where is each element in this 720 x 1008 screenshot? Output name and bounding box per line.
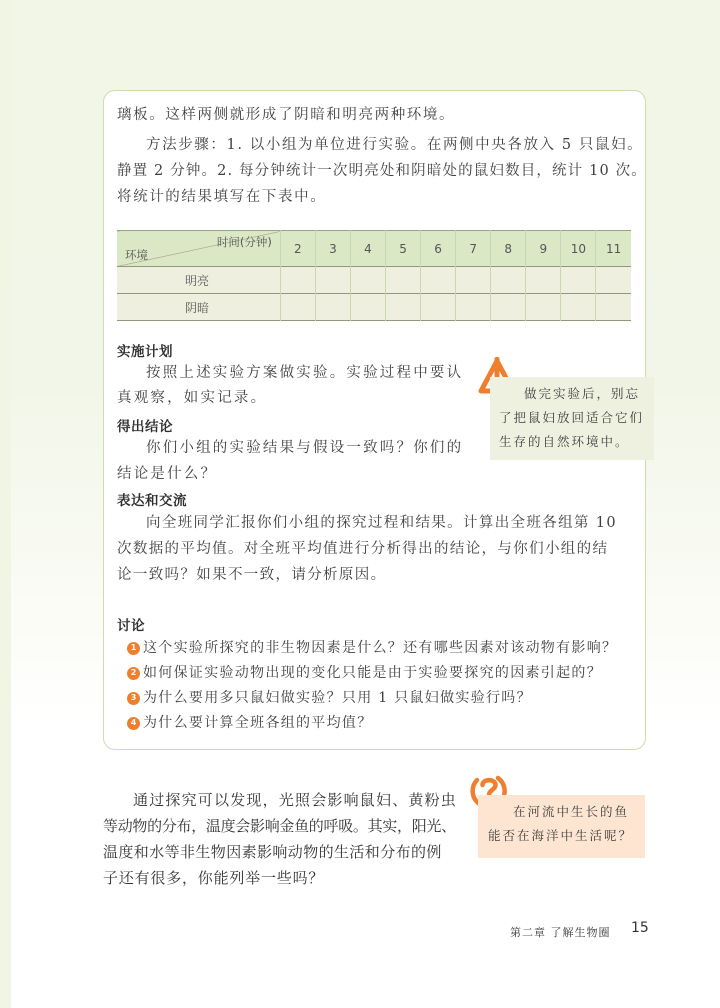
conclusion-line-1: 你们小组的实验结果与假设一致吗？你们的 [146, 440, 464, 456]
table-cell [350, 294, 385, 321]
communicate-line-1: 向全班同学汇报你们小组的探究过程和结果。计算出全班各组第 10 [146, 515, 617, 531]
conclusion-line-2: 结论是什么？ [117, 466, 218, 482]
section-heading-implement: 实施计划 [117, 344, 173, 360]
table-cell [526, 294, 561, 321]
panel-line-2: 方法步骤：1. 以小组为单位进行实验。在两侧中央各放入 5 只鼠妇。 [146, 137, 644, 153]
question-note [478, 795, 645, 858]
table-cell [421, 294, 456, 321]
environment-axis-label: 环境 [125, 248, 148, 262]
row-label-bright: 明亮 [185, 273, 210, 288]
table-row [117, 267, 631, 294]
column-header: 7 [456, 231, 491, 267]
body-line-4: 子还有很多，你能列举一些吗？ [103, 869, 325, 887]
warning-note-line-1: 做完实验后，别忘 [524, 386, 641, 401]
implement-line-1: 按照上述实验方案做实验。实验过程中要认 [146, 365, 464, 381]
panel-line-4: 将统计的结果填写在下表中。 [117, 189, 327, 205]
warning-note-line-2: 了把鼠妇放回适合它们 [499, 410, 645, 425]
question-note-line-2: 能否在海洋中生活呢？ [488, 828, 634, 843]
panel-line-3: 静置 2 分钟。2. 每分钟统计一次明亮处和阴暗处的鼠妇数目，统计 10 次。 [117, 163, 647, 179]
discussion-item-3 [127, 686, 532, 710]
number-badge-icon: 1 [127, 642, 140, 655]
column-header: 11 [596, 231, 631, 267]
discussion-text: 如何保证实验动物出现的变化只能是由于实验要探究的因素引起的？ [143, 665, 602, 681]
discussion-text: 为什么要用多只鼠妇做实验？只用 1 只鼠妇做实验行吗？ [143, 690, 532, 706]
table-cell [456, 267, 491, 294]
column-header: 5 [386, 231, 421, 267]
column-header: 10 [561, 231, 596, 267]
table-header-row [117, 231, 631, 267]
section-heading-communicate: 表达和交流 [117, 493, 187, 509]
table-cell [315, 267, 350, 294]
number-badge-icon: 4 [127, 717, 140, 730]
column-header: 3 [315, 231, 350, 267]
discussion-text: 这个实验所探究的非生物因素是什么？还有哪些因素对该动物有影响？ [143, 640, 618, 656]
section-heading-conclusion: 得出结论 [117, 419, 173, 435]
table-cell [561, 267, 596, 294]
table-cell [315, 294, 350, 321]
body-line-3: 温度和水等非生物因素影响动物的生活和分布的例 [103, 843, 442, 861]
page-margin-strip [0, 0, 11, 1008]
table-cell [491, 267, 526, 294]
column-header: 6 [421, 231, 456, 267]
communicate-line-2: 次数据的平均值。对全班平均值进行分析得出的结论，与你们小组的结 [117, 541, 609, 557]
table-corner-cell [117, 231, 280, 267]
discussion-item-2 [127, 661, 602, 685]
column-header: 4 [350, 231, 385, 267]
row-label-dark: 阴暗 [185, 300, 210, 315]
body-line-2: 等动物的分布，温度会影响金鱼的呼吸。其实，阳光、 [103, 817, 456, 835]
table-cell [456, 294, 491, 321]
table-cell [280, 294, 315, 321]
table-cell [596, 267, 631, 294]
table-cell [350, 267, 385, 294]
table-cell [280, 267, 315, 294]
column-header: 8 [491, 231, 526, 267]
observation-table [117, 230, 631, 321]
chapter-footer: 第二章 了解生物圈 [510, 926, 611, 939]
page-number: 15 [631, 920, 649, 936]
column-header: 9 [526, 231, 561, 267]
time-axis-label: 时间(分钟) [216, 235, 272, 249]
discussion-text: 为什么要计算全班各组的平均值？ [143, 715, 373, 731]
warning-note-line-3: 生存的自然环境中。 [499, 434, 630, 449]
table-cell [526, 267, 561, 294]
table-cell [596, 294, 631, 321]
section-heading-discussion: 讨论 [117, 618, 145, 634]
warning-note [490, 377, 654, 460]
column-header: 2 [280, 231, 315, 267]
question-note-line-1: 在河流中生长的鱼 [513, 804, 630, 819]
number-badge-icon: 3 [127, 692, 140, 705]
implement-line-2: 真观察，如实记录。 [117, 390, 268, 406]
communicate-line-3: 论一致吗？如果不一致，请分析原因。 [117, 567, 387, 583]
discussion-item-4 [127, 711, 373, 735]
table-cell [491, 294, 526, 321]
table-cell [386, 294, 421, 321]
body-line-1: 通过探究可以发现，光照会影响鼠妇、黄粉虫 [133, 791, 458, 809]
panel-line-1: 璃板。这样两侧就形成了阴暗和明亮两种环境。 [117, 107, 456, 123]
number-badge-icon: 2 [127, 667, 140, 680]
table-cell [421, 267, 456, 294]
table-row [117, 294, 631, 321]
discussion-item-1 [127, 636, 617, 660]
table-cell [561, 294, 596, 321]
table-cell [386, 267, 421, 294]
